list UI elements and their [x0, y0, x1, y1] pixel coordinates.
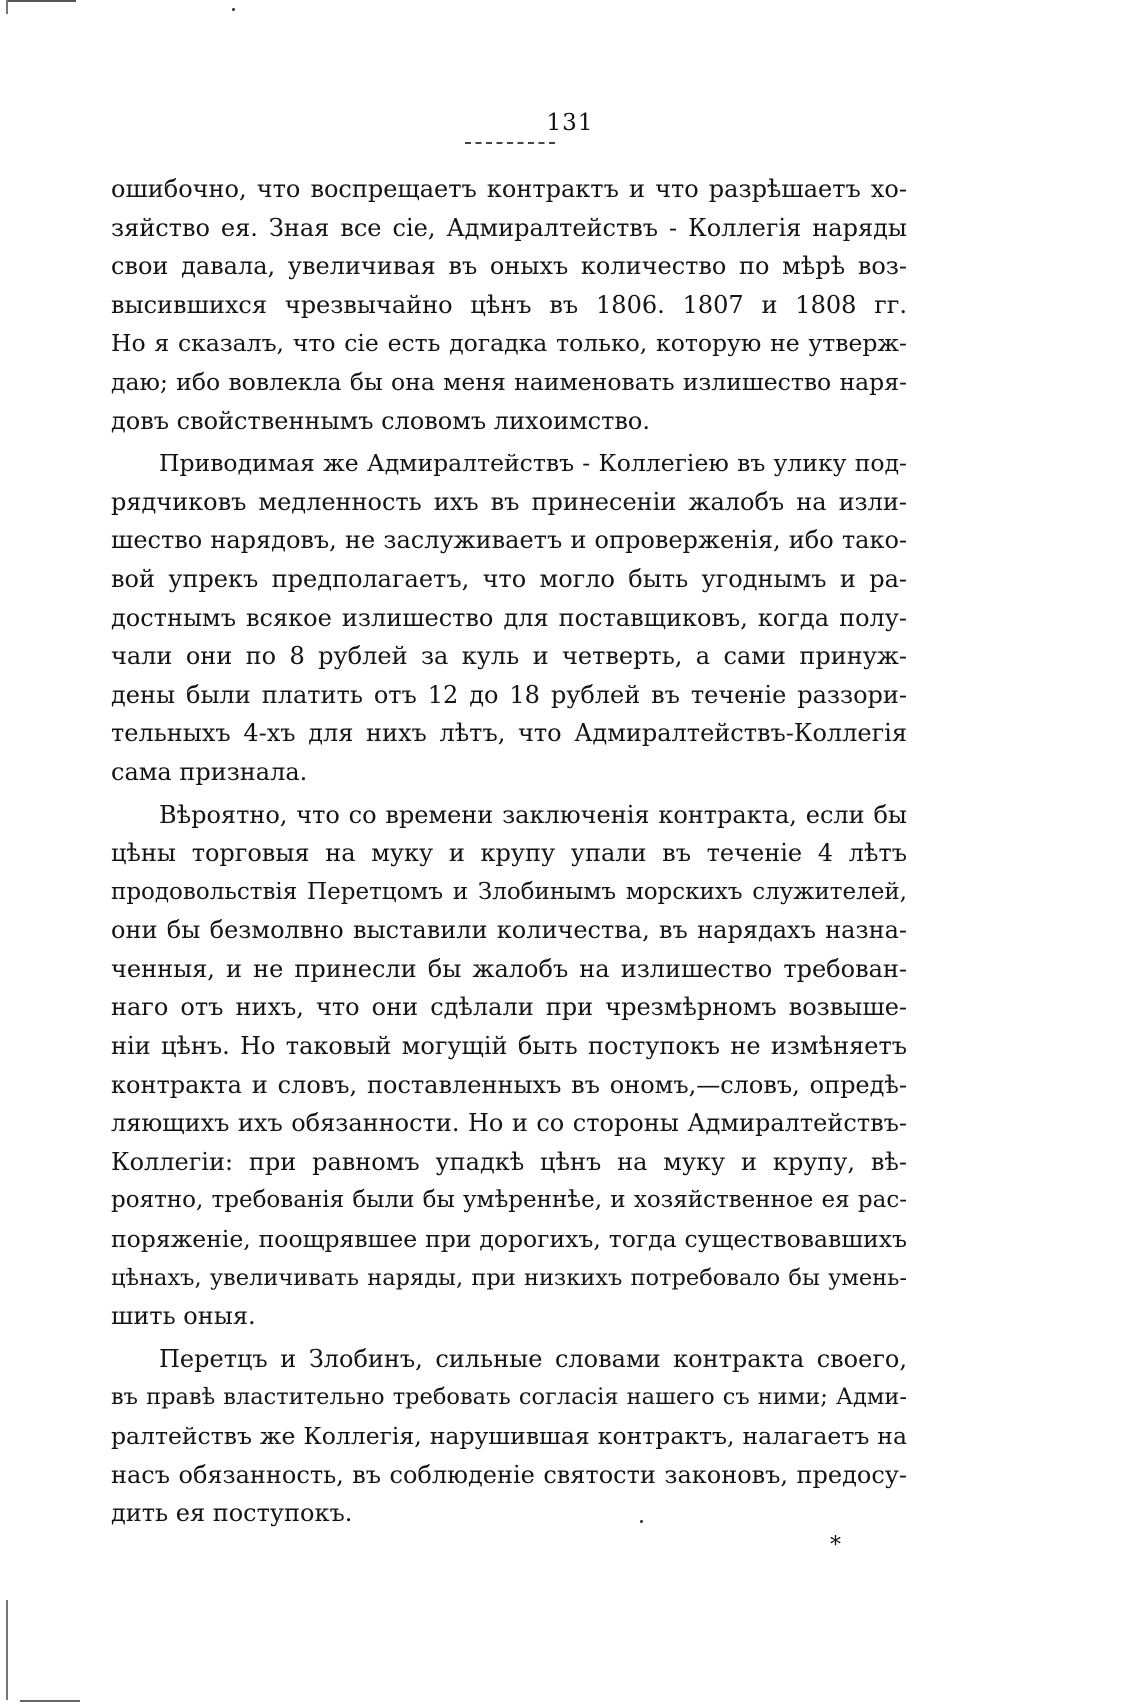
paragraph — [111, 1340, 907, 1533]
text-line: зяйство ея. Зная все сіе, Адмиралтействъ - Коллегія наряды — [111, 213, 907, 242]
text-line: высившихся чрезвычайно цѣнъ въ 1806. 1807 и 1808 гг. — [111, 290, 907, 319]
text-line: свои давала, увеличивая въ оныхъ количество по мѣрѣ воз- — [111, 252, 907, 281]
paragraph — [111, 170, 907, 440]
body-text — [111, 170, 907, 1533]
text-line: наго отъ нихъ, что они сдѣлали при чрезмѣрномъ возвыше- — [111, 993, 907, 1022]
text-line: дить ея поступокъ. — [111, 1499, 353, 1528]
paragraph — [111, 444, 907, 791]
scan-edge-mark — [6, 1600, 8, 1700]
text-line: ралтействъ же Коллегія, нарушившая контрактъ, налагаетъ на — [111, 1422, 907, 1450]
page-number: 131 — [546, 110, 594, 136]
scan-edge-mark — [6, 0, 76, 2]
text-line: поряженіе, поощрявшее при дорогихъ, тогда существовавшихъ — [111, 1225, 907, 1254]
text-line: сама признала. — [111, 757, 308, 786]
text-line: ошибочно, что воспрещаетъ контрактъ и что разрѣшаетъ хо- — [111, 175, 907, 203]
text-line: тельныхъ 4-хъ для нихъ лѣтъ, что Адмиралтействъ-Коллегія — [111, 719, 907, 748]
text-line: Вѣроятно, что со времени заключенія контракта, если бы — [159, 800, 907, 829]
text-line: вой упрекъ предполагаетъ, что могло быть угоднымъ и ра- — [111, 564, 907, 593]
text-line: насъ обязанность, въ соблюденіе святости законовъ, предосу- — [111, 1460, 907, 1489]
text-line: шить оныя. — [111, 1302, 256, 1331]
scan-edge-mark — [20, 1700, 80, 1702]
text-line: цѣнахъ, увеличивать наряды, при низкихъ потребовало бы умень- — [111, 1264, 907, 1291]
text-line: въ правѣ властительно требовать согласія нашего съ ними; Адми- — [111, 1384, 907, 1411]
text-line: шество нарядовъ, не заслуживаетъ и опроверженія, ибо тако- — [111, 526, 907, 555]
page-number-rule — [465, 142, 555, 144]
text-line: они бы безмолвно выставили количества, въ нарядахъ назна- — [111, 916, 907, 945]
text-line: Коллегіи: при равномъ упадкѣ цѣнъ на муку и крупу, вѣ- — [111, 1147, 907, 1176]
text-line: довъ свойственнымъ словомъ лихоимство. — [111, 406, 650, 435]
scan-edge-mark — [6, 0, 8, 14]
end-mark: * — [830, 1533, 841, 1558]
text-line: ляющихъ ихъ обязанности. Но и со стороны Адмиралтействъ- — [111, 1109, 907, 1138]
text-line: ніи цѣнъ. Но таковый могущій быть поступокъ не измѣняетъ — [111, 1032, 907, 1061]
scan-speck — [232, 8, 235, 11]
text-line: достнымъ всякое излишество для поставщиковъ, когда полу- — [111, 603, 907, 632]
text-line: даю; ибо вовлекла бы она меня наименовать излишество наря- — [111, 367, 907, 396]
text-line: Перетцъ и Злобинъ, сильные словами контракта своего, — [159, 1344, 907, 1373]
text-line: продовольствія Перетцомъ и Злобинымъ морскихъ служителей, — [111, 878, 907, 905]
text-line: дены были платить отъ 12 до 18 рублей въ теченіе раззори- — [111, 680, 907, 709]
text-line: Но я сказалъ, что сіе есть догадка только, которую не утверж- — [111, 329, 907, 358]
text-line: контракта и словъ, поставленныхъ въ ономъ,—словъ, опредѣ- — [111, 1070, 907, 1099]
text-line: рядчиковъ медленность ихъ въ принесеніи жалобъ на изли- — [111, 487, 907, 516]
text-line: роятно, требованія были бы умѣреннѣе, и хозяйственное ея рас- — [111, 1187, 907, 1214]
text-line: чали они по 8 рублей за куль и четверть, а сами принуж- — [111, 642, 907, 671]
text-line: ченныя, и не принесли бы жалобъ на излишество требован- — [111, 954, 907, 983]
paragraph — [111, 796, 907, 1336]
text-line: цѣны торговыя на муку и крупу упали въ теченіе 4 лѣтъ — [111, 839, 907, 868]
text-line: Приводимая же Адмиралтействъ - Коллегіею въ улику под- — [159, 449, 907, 478]
